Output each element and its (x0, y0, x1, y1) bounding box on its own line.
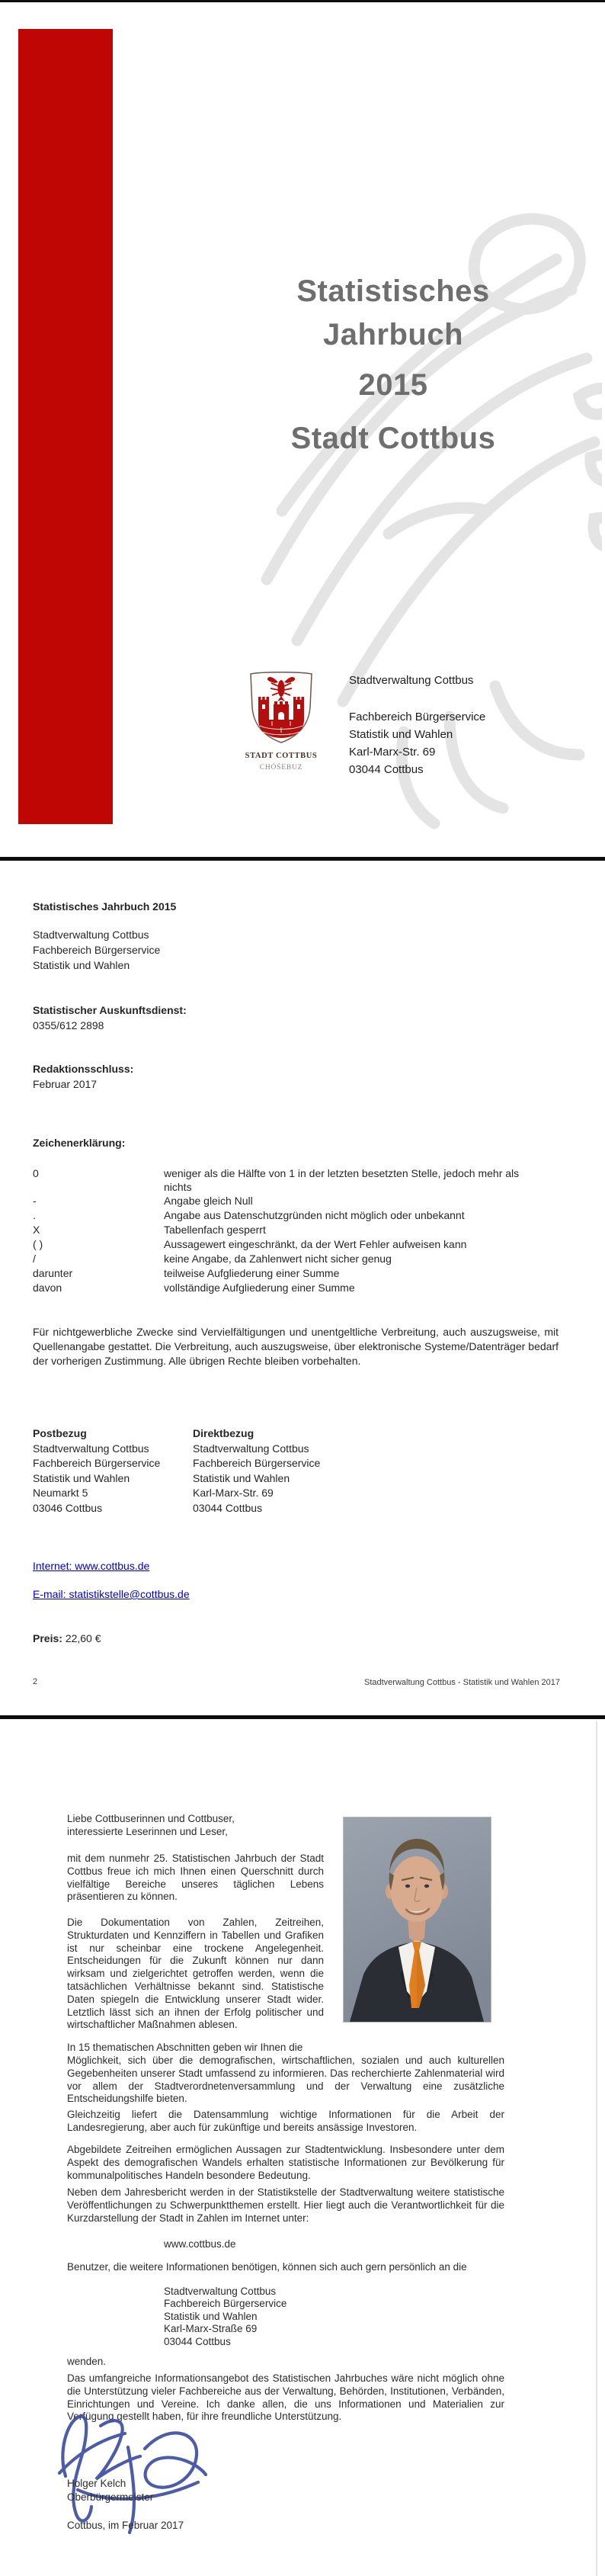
portrait-illustration (344, 1817, 491, 2022)
website-line: www.cottbus.de (164, 2238, 236, 2250)
imprint-title: Statistisches Jahrbuch 2015 (33, 900, 177, 913)
contact-address-line: 03044 Cottbus (164, 2335, 231, 2347)
contact-address-line: Fachbereich Bürgerservice (164, 2298, 287, 2310)
foreword-paragraph-sections-first-line: In 15 thematischen Abschnitten geben wir Ihnen die (67, 2042, 303, 2053)
direct-order-line: Stadtverwaltung Cottbus (193, 1442, 309, 1455)
mail-order-line: Stadtverwaltung Cottbus (33, 1442, 149, 1455)
legend-text: weniger als die Hälfte von 1 in der letzten besetzten Stelle, jedoch mehr als nichts (164, 1167, 520, 1193)
contact-address-line: Statistik und Wahlen (164, 2310, 258, 2322)
mail-order-line: Statistik und Wahlen (33, 1471, 130, 1484)
cover-title-line: Stadt Cottbus (290, 422, 496, 455)
price-line (33, 1631, 101, 1646)
cover-address-line: Karl-Marx-Str. 69 (349, 746, 436, 759)
legend-text: Angabe aus Datenschutzgründen nicht möglich oder unbekannt (164, 1209, 465, 1221)
salutation-line: Liebe Cottbuserinnen und Cottbuser, (67, 1813, 235, 1824)
foreword-paragraph-intro: mit dem nunmehr 25. Statistischen Jahrbuch der Stadt Cottbus freue ich mich Ihnen einen Querschnitt durch vielfältige Bereiche unseres täglichen Lebens präsentieren zu können. (67, 1853, 324, 1903)
legend-text: vollständige Aufgliederung einer Summe (164, 1282, 355, 1294)
legend-symbol: ( ) (33, 1238, 43, 1250)
mail-order-line: Fachbereich Bürgerservice (33, 1457, 161, 1469)
foreword-paragraph-sections: Möglichkeit, sich über die demografischen, wirtschaftlichen, sozialen und auch kulturellen Gegebenheiten unserer Stadt umfassend zu informieren. Das recherchierte Zahlenmaterial wird vor allem der Stadtverordnetenversammlung und der Verwaltung eine zusätzliche Entscheidungshilfe bieten. (67, 2055, 504, 2105)
foreword-contact-outro: wenden. (67, 2356, 107, 2367)
deadline-value: Februar 2017 (33, 1078, 98, 1090)
legend-symbol: darunter (33, 1267, 73, 1279)
info-service-phone: 0355/612 2898 (33, 1019, 104, 1031)
mail-order-line: 03046 Cottbus (33, 1501, 103, 1514)
deadline-label: Redaktionsschluss: (33, 1063, 134, 1075)
legend-symbol: X (33, 1224, 40, 1236)
cover-red-bar (18, 29, 113, 824)
coat-of-arms-subcaption: CHÓŚEBUZ (259, 764, 303, 772)
legend-text: teilweise Aufgliederung einer Summe (164, 1267, 340, 1279)
mail-order-line: Neumarkt 5 (33, 1487, 88, 1499)
direct-order-block (193, 1426, 320, 1516)
signature-icon (53, 2400, 213, 2537)
price-label: Preis: (33, 1632, 62, 1644)
publisher-line: Statistik und Wahlen (33, 959, 130, 971)
footer-right-text: Stadtverwaltung Cottbus - Statistik und Wahlen 2017 (363, 1678, 560, 1687)
cover-address-line: Stadtverwaltung Cottbus (349, 674, 474, 687)
page-separator (0, 1715, 605, 1719)
cover-title-line: 2015 (358, 368, 428, 402)
publisher-line: Fachbereich Bürgerservice (33, 944, 161, 956)
mayor-portrait-photo (343, 1817, 491, 2023)
legend-text: keine Angabe, da Zahlenwert nicht sicher genug (164, 1253, 392, 1265)
scan-edge-artifact (596, 1721, 597, 2576)
cover-address-line: Fachbereich Bürgerservice (349, 711, 486, 723)
cover-address-line: 03044 Cottbus (349, 763, 424, 776)
cover-title-line: Jahrbuch (322, 318, 464, 351)
direct-order-line: Karl-Marx-Str. 69 (193, 1487, 274, 1499)
mail-order-label: Postbezug (33, 1427, 87, 1439)
legend-text: Aussagewert eingeschränkt, da der Wert Fehler aufweisen kann (164, 1238, 467, 1250)
mail-order-block (33, 1426, 160, 1516)
coat-of-arms-icon (246, 671, 316, 747)
foreword-paragraph-thanks: Das umfangreiche Informationsangebot des Statistischen Jahrbuches wäre nicht möglich ohne die Unterstützung vieler Fachbereiche aus der Verwaltung, Behörden, Institutionen, Verbänden, Einrichtungen und Vereine. Ich danke allen, die uns Informationen und Materialien zur Verfügung gestellt haben, für ihre freundliche Unterstützung. (67, 2372, 504, 2423)
info-service-label: Statistischer Auskunftsdienst: (33, 1004, 187, 1016)
foreword-paragraph-publications: Neben dem Jahresbericht werden in der Statistikstelle der Stadtverwaltung weitere statistische Veröffentlichungen zu Schwerpunktthemen erstellt. Hier liegt auch die Verantwortlichkeit für die Kurzdarstellung der Stadt in Zahlen im Internet unter: (67, 2186, 504, 2224)
internet-link[interactable]: Internet: www.cottbus.de (33, 1560, 150, 1572)
page-separator (0, 857, 605, 861)
foreword-contact-intro: Benutzer, die weitere Informationen benötigen, können sich auch gern persönlich an die (67, 2261, 467, 2273)
price-value: 22,60 € (65, 1632, 101, 1644)
direct-order-label: Direktbezug (193, 1427, 254, 1439)
legend-symbol: . (33, 1209, 36, 1221)
legend-text: Angabe gleich Null (164, 1195, 253, 1207)
direct-order-line: Statistik und Wahlen (193, 1471, 290, 1484)
direct-order-line: Fachbereich Bürgerservice (193, 1457, 321, 1469)
legend-symbol: 0 (33, 1167, 39, 1179)
legend-text: Tabellenfach gesperrt (164, 1224, 266, 1236)
foreword-paragraph-data-collection: Gleichzeitig liefert die Datensammlung wichtige Informationen für die Arbeit der Landesregierung, aber auch für zukünftige und bereits ansässige Investoren. (67, 2109, 504, 2133)
contact-address-block (164, 2286, 286, 2348)
email-link[interactable]: E-mail: statistikstelle@cottbus.de (33, 1588, 190, 1600)
publisher-line: Stadtverwaltung Cottbus (33, 929, 149, 941)
signer-title: Oberbürgermeister (67, 2491, 154, 2503)
page-top-border (0, 0, 605, 2)
foreword-paragraph-documentation: Die Dokumentation von Zahlen, Zeitreihen, Strukturdaten und Kennziffern in Tabellen und Grafiken ist nur scheinbar eine trockene Angelegenheit. Entscheidungen für die Zukunft können nur dann wirksam und zielgerichtet getroffen werden, wenn die tatsächlichen Verhältnisse bekannt sind. Statistische Daten spiegeln die Entwicklung unserer Stadt wider. Letztlich lässt sich an ihnen der Erfolg politischer und wirtschaftlicher Maßnahmen ablesen. (67, 1917, 324, 2031)
direct-order-line: 03044 Cottbus (193, 1501, 263, 1514)
cover-address-line: Statistik und Wahlen (349, 728, 453, 741)
foreword-paragraph-time-series: Abgebildete Zeitreihen ermöglichen Aussagen zur Stadtentwicklung. Insbesondere unter dem Aspekt des demografischen Wandels erhalten statistische Informationen zur Bevölkerung für kommunalpolitisches Handeln besondere Bedeutung. (67, 2144, 504, 2181)
signer-name: Holger Kelch (67, 2478, 126, 2489)
coat-of-arms-caption: STADT COTTBUS (245, 752, 318, 760)
copyright-paragraph: Für nichtgewerbliche Zwecke sind Vervielfältigungen und unentgeltliche Verbreitung, auch auszugsweise, mit Quellenangabe gestattet. Die Verbreitung, auch auszugsweise, über elektronische Systeme/Datenträger bedarf der vorherigen Zustimmung. Alle übrigen Rechte bleiben vorbehalten. (33, 1326, 559, 1367)
legend-label: Zeichenerklärung: (33, 1137, 126, 1149)
contact-address-line: Stadtverwaltung Cottbus (164, 2286, 277, 2297)
footer-page-number: 2 (33, 1677, 38, 1686)
date-line: Cottbus, im Februar 2017 (67, 2520, 184, 2531)
contact-address-line: Karl-Marx-Straße 69 (164, 2323, 258, 2335)
cover-title-line: Statistisches (296, 274, 490, 308)
legend-symbol: - (33, 1195, 37, 1207)
legend-symbol: / (33, 1253, 36, 1265)
salutation-line: interessierte Leserinnen und Leser, (67, 1826, 228, 1837)
legend-symbol: davon (33, 1282, 62, 1294)
